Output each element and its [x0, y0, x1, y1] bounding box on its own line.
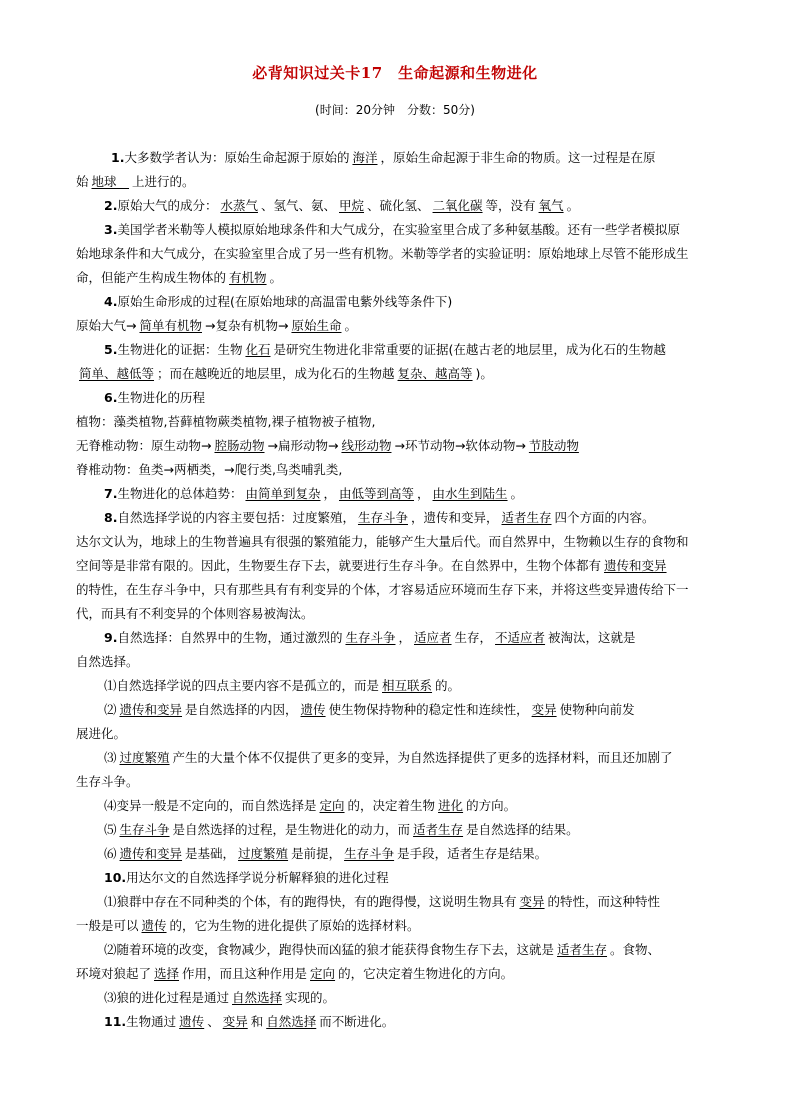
- item-number: 6.: [104, 390, 118, 405]
- text-line: [76, 842, 746, 866]
- text-line: [76, 938, 746, 962]
- text-segment: 无脊椎动物：原生动物→: [76, 438, 212, 453]
- text-segment: 命，但能产生构成生物体的: [76, 270, 227, 285]
- answer-blank: 线形动物: [341, 438, 392, 453]
- answer-blank: 变异: [519, 894, 545, 909]
- text-line: [76, 722, 746, 746]
- text-line: [76, 890, 746, 914]
- answer-blank: 由简单到复杂: [245, 486, 321, 501]
- answer-blank: 遗传和变异: [119, 702, 183, 717]
- text-segment: 一般是可以: [76, 918, 139, 933]
- text-line: [76, 194, 746, 218]
- text-line: [76, 434, 746, 458]
- text-line: [76, 794, 746, 818]
- answer-blank: 由低等到高等: [339, 486, 415, 501]
- text-segment: 。: [566, 198, 580, 213]
- text-segment: 原始生命形成的过程(在原始地球的高温雷电紫外线等条件下): [117, 294, 453, 309]
- answer-blank: 定向: [310, 966, 336, 981]
- answer-blank: 适者生存: [557, 942, 608, 957]
- text-segment: ⑵随着环境的改变，食物减少，跑得快而凶猛的狼才能获得食物生存下去，这就是: [104, 942, 555, 957]
- text-line: [76, 386, 746, 410]
- text-segment: 的。: [435, 678, 461, 693]
- text-segment: ⑴自然选择学说的四点主要内容不是孤立的，而是: [104, 678, 380, 693]
- text-line: [76, 146, 746, 170]
- text-line: [76, 674, 746, 698]
- answer-blank: 变异: [222, 1014, 248, 1029]
- item-number: 3.: [104, 222, 118, 237]
- answer-blank: 原始生命: [291, 318, 342, 333]
- text-segment: 自然选择：自然界中的生物，通过激烈的: [117, 630, 343, 645]
- text-segment: 生存斗争。: [76, 774, 139, 789]
- text-segment: 是自然选择的过程，是生物进化的动力，而: [172, 822, 411, 837]
- page-subtitle: (时间：20分钟 分数：50分): [315, 103, 475, 117]
- text-segment: 自然选择学说的内容主要包括：过度繁殖，: [117, 510, 355, 525]
- text-segment: ⑵: [104, 702, 117, 717]
- text-segment: ⑶狼的进化过程是通过: [104, 990, 230, 1005]
- text-segment: ，: [323, 486, 336, 501]
- item-number: 10.: [104, 870, 127, 885]
- document-body: [76, 146, 746, 1034]
- text-segment: 。: [510, 486, 524, 501]
- text-segment: 产生的大量个体不仅提供了更多的变异，为自然选择提供了更多的选择材料，而且还加剧了: [172, 750, 673, 765]
- text-segment: 是基础，: [185, 846, 236, 861]
- text-segment: 始地球条件和大气成分，在实验室里合成了另一些有机物。米勒等学者的实验证明：原始地球上尽管不能形成生: [76, 246, 689, 261]
- answer-blank: 生存斗争: [119, 822, 170, 837]
- text-segment: 。: [269, 270, 283, 285]
- text-segment: )。: [475, 366, 493, 381]
- text-line: [76, 914, 746, 938]
- answer-blank: 化石: [245, 342, 271, 357]
- item-number: 11.: [104, 1014, 127, 1029]
- item-number: 1.: [111, 150, 125, 165]
- text-line: [76, 170, 746, 194]
- text-segment: 原始大气→: [76, 318, 137, 333]
- answer-blank: 遗传: [179, 1014, 205, 1029]
- item-number: 5.: [104, 342, 118, 357]
- answer-blank: 选择: [154, 966, 180, 981]
- text-segment: ⑹: [104, 846, 117, 861]
- text-segment: 大多数学者认为：原始生命起源于原始的: [124, 150, 350, 165]
- text-segment: 是前提，: [291, 846, 342, 861]
- text-line: [76, 578, 746, 602]
- answer-blank: 氧气: [538, 198, 564, 213]
- text-segment: 生物进化的总体趋势：: [117, 486, 243, 501]
- text-segment: 是自然选择的结果。: [466, 822, 579, 837]
- text-segment: ，: [417, 486, 430, 501]
- answer-blank: 适者生存: [413, 822, 464, 837]
- text-line: [76, 218, 746, 242]
- text-segment: 、氢气、氨、: [260, 198, 336, 213]
- text-segment: 的特性，在生存斗争中，只有那些具有有利变异的个体，才容易适应环境而生存下来，并将这些变异遗传给下一: [76, 582, 689, 597]
- text-segment: ，遗传和变异，: [410, 510, 499, 525]
- text-line: [76, 362, 746, 386]
- text-segment: ⑴狼群中存在不同种类的个体，有的跑得快，有的跑得慢，这说明生物具有: [104, 894, 517, 909]
- text-segment: 生存，: [454, 630, 493, 645]
- text-segment: 。食物、: [610, 942, 661, 957]
- text-line: [76, 602, 746, 626]
- answer-blank: 定向: [319, 798, 345, 813]
- text-segment: 是自然选择的内因，: [185, 702, 298, 717]
- answer-blank: 不适应者: [495, 630, 546, 645]
- text-line: [76, 314, 746, 338]
- text-segment: 达尔文认为，地球上的生物普遍具有很强的繁殖能力，能够产生大量后代。而自然界中，生物赖以生存的食物和: [76, 534, 689, 549]
- text-segment: →复杂有机物→: [205, 318, 289, 333]
- text-segment: 用达尔文的自然选择学说分析解释狼的进化过程: [126, 870, 389, 885]
- text-segment: ；而在越晚近的地层里，成为化石的生物越: [157, 366, 395, 381]
- text-segment: 空间等是非常有限的。因此，生物要生存下去，就要进行生存斗争。在自然界中，生物个体都有: [76, 558, 602, 573]
- text-line: [76, 242, 746, 266]
- answer-blank: 有机物: [229, 270, 267, 285]
- text-line: [76, 866, 746, 890]
- text-segment: 生物进化的历程: [117, 390, 205, 405]
- text-line: [76, 410, 746, 434]
- text-segment: 的，它为生物的进化提供了原始的选择材料。: [169, 918, 420, 933]
- text-segment: 作用，而且这种作用是: [182, 966, 308, 981]
- answer-blank: 过度繁殖: [238, 846, 289, 861]
- item-number: 9.: [104, 630, 118, 645]
- text-segment: ⑸: [104, 822, 117, 837]
- text-segment: 四个方面的内容。: [554, 510, 655, 525]
- text-segment: 美国学者米勒等人模拟原始地球条件和大气成分，在实验室里合成了多种氨基酸。还有一些学者模拟原: [117, 222, 680, 237]
- answer-blank: 海洋: [352, 150, 378, 165]
- text-line: [76, 746, 746, 770]
- answer-blank: 腔肠动物: [214, 438, 265, 453]
- text-segment: ，原始生命起源于非生命的物质。这一过程是在原: [380, 150, 656, 165]
- text-segment: 脊椎动物：鱼类→两栖类，→爬行类,鸟类哺乳类,: [76, 462, 343, 477]
- item-number: 8.: [104, 510, 118, 525]
- item-number: 4.: [104, 294, 118, 309]
- text-segment: 的，决定着生物: [347, 798, 436, 813]
- text-segment: 的，它决定着生物进化的方向。: [338, 966, 514, 981]
- text-segment: 的特性，而这种特性: [547, 894, 661, 909]
- item-number: 7.: [104, 486, 118, 501]
- text-segment: 始: [76, 174, 89, 189]
- text-line: [76, 482, 746, 506]
- text-line: [76, 1010, 746, 1034]
- text-segment: →环节动物→软体动物→: [394, 438, 526, 453]
- answer-blank: 由水生到陆生: [432, 486, 508, 501]
- item-number: 2.: [104, 198, 118, 213]
- text-line: [76, 818, 746, 842]
- answer-blank: 二氧化碳: [432, 198, 483, 213]
- text-segment: 、: [207, 1014, 220, 1029]
- text-line: [76, 458, 746, 482]
- answer-blank: 变异: [531, 702, 557, 717]
- text-line: [76, 506, 746, 530]
- text-segment: 展进化。: [76, 726, 127, 741]
- answer-blank: 节肢动物: [528, 438, 579, 453]
- text-segment: 和: [250, 1014, 264, 1029]
- text-segment: 的方向。: [466, 798, 517, 813]
- text-line: [76, 962, 746, 986]
- text-line: [76, 338, 746, 362]
- text-segment: 代，而具有不利变异的个体则容易被淘汰。: [76, 606, 314, 621]
- text-segment: 、硫化氢、: [367, 198, 430, 213]
- text-line: [76, 290, 746, 314]
- answer-blank: 过度繁殖: [119, 750, 170, 765]
- answer-blank: 生存斗争: [344, 846, 395, 861]
- answer-blank: 简单、越低等: [79, 366, 155, 381]
- answer-blank: 地球: [91, 174, 130, 189]
- answer-blank: 生存斗争: [357, 510, 408, 525]
- answer-blank: 遗传和变异: [119, 846, 183, 861]
- text-segment: →扁形动物→: [267, 438, 339, 453]
- answer-blank: 相互联系: [382, 678, 433, 693]
- text-segment: 等，没有: [485, 198, 536, 213]
- answer-blank: 自然选择: [232, 990, 283, 1005]
- page-title: 必背知识过关卡17 生命起源和生物进化: [252, 64, 538, 82]
- answer-blank: 遗传: [141, 918, 167, 933]
- text-line: [76, 626, 746, 650]
- text-line: [76, 530, 746, 554]
- text-segment: ⑶: [104, 750, 117, 765]
- text-line: [76, 698, 746, 722]
- text-segment: 。: [344, 318, 357, 333]
- text-segment: 环境对狼起了: [76, 966, 152, 981]
- text-segment: 实现的。: [285, 990, 336, 1005]
- answer-blank: 适应者: [414, 630, 452, 645]
- answer-blank: 自然选择: [266, 1014, 317, 1029]
- answer-blank: 遗传和变异: [604, 558, 667, 573]
- text-segment: 生物通过: [126, 1014, 177, 1029]
- text-segment: 是研究生物进化非常重要的证据(在越古老的地层里，成为化石的生物越: [273, 342, 666, 357]
- text-segment: 植物：藻类植物,苔藓植物蕨类植物,裸子植物被子植物,: [76, 414, 376, 429]
- text-segment: 使物种向前发: [559, 702, 635, 717]
- answer-blank: 简单有机物: [139, 318, 202, 333]
- text-segment: 是手段，适者生存是结果。: [397, 846, 548, 861]
- text-line: [76, 266, 746, 290]
- text-segment: 原始大气的成分：: [117, 198, 218, 213]
- answer-blank: 复杂、越高等: [397, 366, 473, 381]
- text-segment: 自然选择。: [76, 654, 139, 669]
- text-segment: ，: [398, 630, 411, 645]
- answer-blank: 甲烷: [339, 198, 365, 213]
- text-segment: ⑷变异一般是不定向的，而自然选择是: [104, 798, 317, 813]
- text-line: [76, 554, 746, 578]
- text-segment: 使生物保持物种的稳定性和连续性，: [328, 702, 529, 717]
- answer-blank: 适者生存: [501, 510, 552, 525]
- text-segment: 而不断进化。: [319, 1014, 395, 1029]
- text-line: [76, 650, 746, 674]
- text-segment: 被淘汰，这就是: [548, 630, 636, 645]
- answer-blank: 水蒸气: [220, 198, 258, 213]
- text-line: [76, 986, 746, 1010]
- text-segment: 上进行的。: [132, 174, 195, 189]
- text-line: [76, 770, 746, 794]
- answer-blank: 进化: [438, 798, 464, 813]
- text-segment: 生物进化的证据：生物: [117, 342, 243, 357]
- answer-blank: 遗传: [300, 702, 326, 717]
- answer-blank: 生存斗争: [345, 630, 396, 645]
